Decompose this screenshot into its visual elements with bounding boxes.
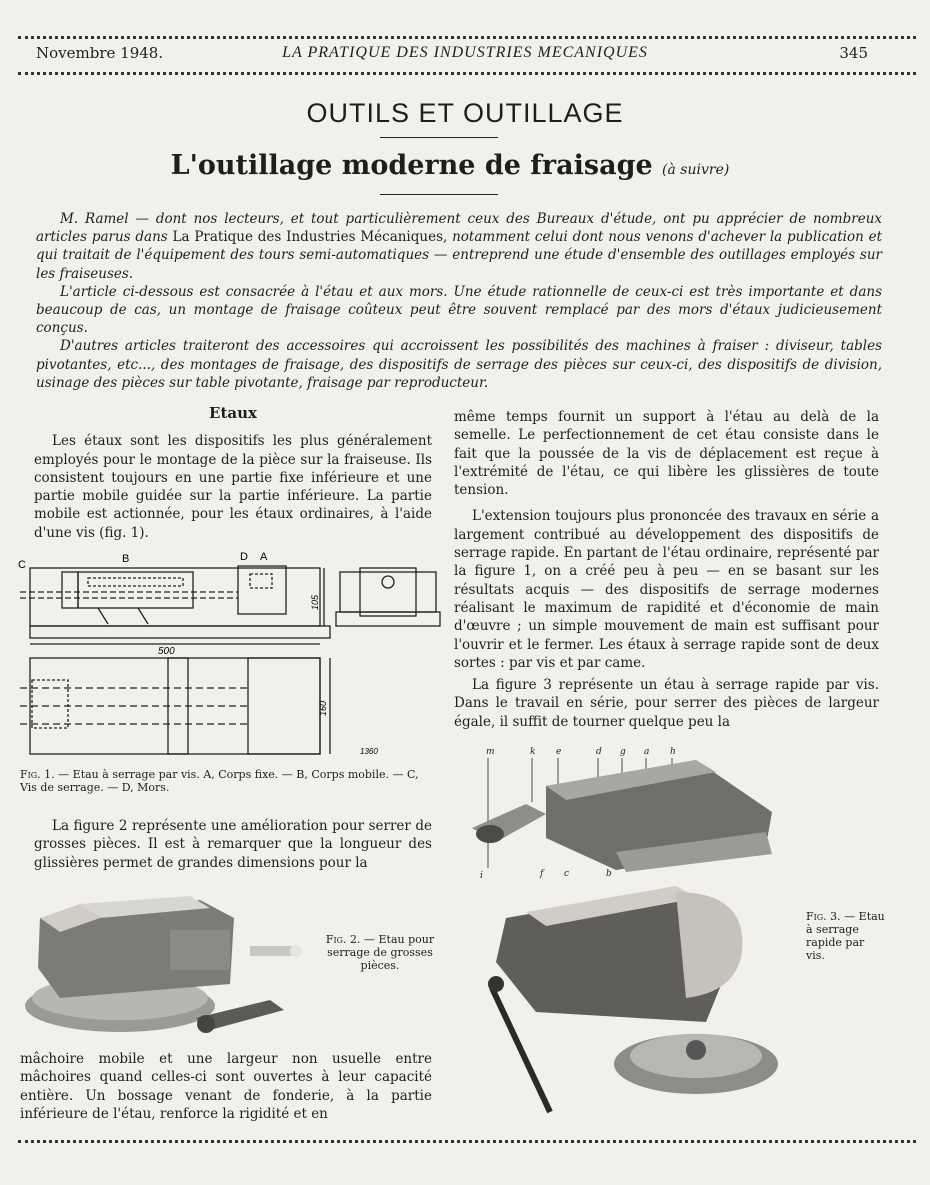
fig3-letter-c: c bbox=[564, 869, 570, 879]
intro-paragraph-3: D'autres articles traiteront des accessoires qui accroissent les possibilités des machines à fraiser : diviseur, tables pivotantes, etc..., des montages de fraisage, des dispositifs de serrage des pièces sur ceux-ci, des dispositifs de division, usinage des pièces sur table pivotante, fraisage par reproducteur. bbox=[36, 338, 882, 391]
intro-block bbox=[36, 210, 882, 392]
fig1-label-d: D bbox=[240, 551, 248, 563]
right-paragraph-2: L'extension toujours plus prononcée des travaux en série a largement contribué au développement des dispositifs de serrage rapide. En partant de l'étau ordinaire, représenté par la figure 1, on a créé peu à peu — en se basant sur les résultats acquis — des dispositifs de serrage modernes réalisant le maximum de rapidité et d'économie de main d'œuvre ; un simple mouvement de main est suffisant pour l'ouvrir et le fermer. Les étaux à serrage rapide sont de deux sortes : par vis et par came. bbox=[454, 508, 879, 671]
fig3-letter-f: f bbox=[540, 869, 544, 879]
header-page-number: 345 bbox=[839, 44, 868, 62]
fig1-label-b: B bbox=[122, 553, 130, 565]
fig1-label-a: A bbox=[260, 551, 268, 563]
header-date: Novembre 1948. bbox=[36, 44, 164, 62]
fig3-caption-label: Fig. 3. bbox=[806, 910, 841, 923]
fig1-dim-width: 160 bbox=[318, 700, 328, 716]
fig3-letter-g: g bbox=[620, 747, 626, 757]
intro-p1-a: M. Ramel — dont nos lecteurs, et tout particulièrement ceux des Bureaux d'étude, ont pu apprécier de nombreux articles parus dans bbox=[36, 211, 882, 246]
intro-p1-journal: La Pratique des Industries Mécaniques, bbox=[172, 229, 448, 246]
article-title bbox=[0, 150, 900, 181]
figure-3-photo bbox=[466, 742, 800, 1114]
fig3-letter-i: i bbox=[480, 871, 483, 881]
fig1-dim-height: 105 bbox=[310, 594, 320, 610]
intro-paragraph-2: L'article ci-dessous est consacrée à l'étau et aux mors. Une étude rationnelle de ceux-ci est très importante et dans beaucoup de cas, un montage de fraisage coûteux peut être souvent remplacé par des mors d'étaux judicieusement conçus. bbox=[36, 283, 882, 337]
left-paragraph-1: Les étaux sont les dispositifs les plus généralement employés pour le montage de la pièce sur la fraiseuse. Ils consistent toujours en une partie fixe inférieure et une partie mobile guidée sur la partie inférieure. La partie mobile est actionnée, pour les étaux ordinaires, à l'aide d'une vis (fig. 1). bbox=[34, 433, 432, 541]
left-column-top bbox=[34, 404, 432, 542]
header-journal: LA PRATIQUE DES INDUSTRIES MECANIQUES bbox=[282, 44, 648, 61]
fig3-letter-h: h bbox=[670, 747, 676, 757]
figure-1-caption bbox=[20, 768, 430, 794]
heading-etaux: Etaux bbox=[209, 404, 257, 422]
fig1-caption-label: Fig. 1. bbox=[20, 768, 55, 781]
fig3-letter-d: d bbox=[596, 747, 602, 757]
fig1-caption-text: — Etau à serrage par vis. A, Corps fixe. — B, Corps mobile. — C, Vis de serrage. — D, Mors. bbox=[20, 768, 419, 794]
footer-rule bbox=[18, 1140, 916, 1143]
fig3-letter-a: a bbox=[644, 747, 650, 757]
left-column-middle bbox=[34, 817, 432, 872]
header-rule-top bbox=[18, 36, 916, 39]
right-column bbox=[454, 408, 879, 731]
figure-2-photo bbox=[20, 888, 340, 1048]
fig1-ref: 1360 bbox=[360, 747, 378, 756]
left-paragraph-3: mâchoire mobile et une largeur non usuelle entre mâchoires quand celles-ci sont ouvertes à leur capacité entière. Un bossage venant de fonderie, à la partie inférieure de l'étau, renforce la rigidité et en bbox=[20, 1051, 432, 1122]
fig1-dim-length: 500 bbox=[158, 646, 175, 657]
left-paragraph-2: La figure 2 représente une amélioration pour serrer de grosses pièces. Il est à remarquer que la longueur des glissières permet de grandes dimensions pour la bbox=[34, 818, 432, 871]
fig2-caption-text: — Etau pour serrage de grosses pièces. bbox=[327, 933, 435, 972]
fig3-caption-text: — Etau à serrage rapide par vis. bbox=[806, 910, 885, 962]
figure-3-caption bbox=[806, 910, 886, 962]
article-title-note: (à suivre) bbox=[662, 162, 730, 178]
fig2-caption-label: Fig. 2. bbox=[325, 933, 361, 946]
fig3-letter-m: m bbox=[486, 747, 495, 757]
title-rule-1 bbox=[380, 137, 498, 138]
left-column-bottom bbox=[20, 1050, 432, 1123]
fig3-letter-e: e bbox=[556, 747, 562, 757]
figure-1-drawing bbox=[18, 548, 448, 768]
figure-2-caption bbox=[325, 933, 435, 972]
right-paragraph-3: La figure 3 représente un étau à serrage rapide par vis. Dans le travail en série, pour serrer des pièces de largeur égale, il suffit de tourner quelque peu la bbox=[454, 677, 879, 730]
right-paragraph-1: même temps fournit un support à l'étau au delà de la semelle. Le perfectionnement de cet étau consiste dans le fait que la poussée de la vis de déplacement est reçue à l'extrémité de l'étau, ce qui libère les glissières de toute tension. bbox=[454, 409, 879, 499]
fig3-letter-b: b bbox=[606, 869, 612, 879]
intro-paragraph-1 bbox=[36, 210, 882, 283]
header-rule-bottom bbox=[18, 72, 916, 75]
section-title: OUTILS ET OUTILLAGE bbox=[306, 98, 624, 128]
article-title-text: L'outillage moderne de fraisage bbox=[170, 150, 653, 181]
title-rule-2 bbox=[380, 194, 498, 195]
fig3-letter-k: k bbox=[530, 747, 536, 757]
fig1-label-c: C bbox=[18, 559, 26, 571]
intro-p1-b: notamment celui dont nous venons d'achever la publication et qui traitait de l'équipement des tours semi-automatiques — entreprend une étude d'ensemble des outillages employés sur les fraiseuses. bbox=[36, 229, 882, 282]
